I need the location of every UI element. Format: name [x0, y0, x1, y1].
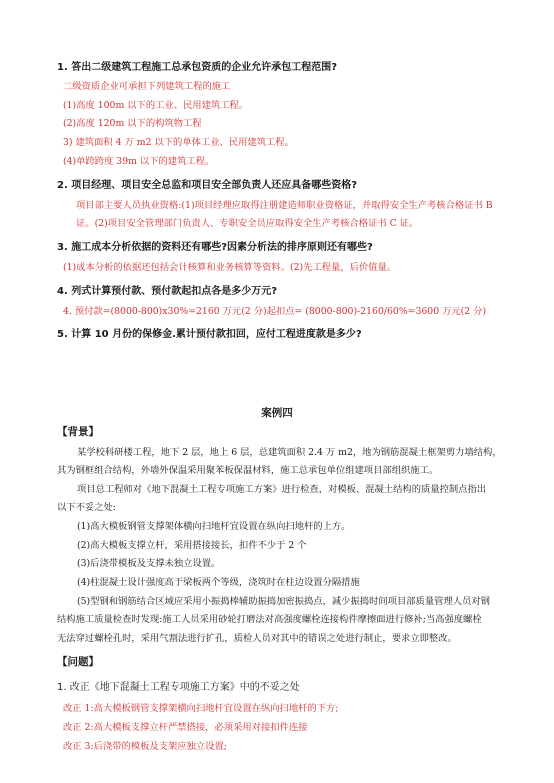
background-item-2: (2)高大模板支撑立杆，采用搭接接长，扣件不少于 2 个: [77, 540, 307, 551]
background-para-1-line-2: 其为钢框组合结构，外墙外保温采用聚苯板保温材料，施工总承包单位组建项目部组织施工。: [57, 465, 439, 476]
background-para-1-line-1: 某学校科研楼工程，地下 2 层，地上 6 层，总建筑面积 2.4 万 m2，地为钢筋混凝土框架剪力墙结构，: [77, 447, 502, 458]
answer-4-line-1: 4. 预付款=(8000-800)x30%=2160 万元(2 分)起扣点= (8000-800)-2160/60%=3600 万元(2 分): [63, 306, 487, 317]
problem-1-answer-2: 改正 2:高大模板支撑立杆严禁搭接，必须采用对接扣件连接: [63, 722, 308, 733]
background-para-3-line-2: 结构施工质量检查时发现:施工人员采用砂轮打磨法对高强度螺栓连接构件摩擦面进行修补;当高强度螺栓: [57, 614, 482, 625]
background-para-2-line-2: 以下不妥之处:: [57, 502, 116, 513]
background-para-3-line-3: 无法穿过螺栓孔时，采用气割法进行扩孔，质检人员对其中的错误之处进行制止，要求立即整改。: [57, 633, 457, 644]
background-item-4: (4)柱混凝土设计强度高于梁板两个等级，浇筑时在柱边设置分隔措施: [77, 577, 360, 588]
answer-1-line-3: (2)高度 120m 以下的构筑物工程: [63, 118, 202, 129]
background-item-3: (3)后浇带模板及支撑未独立设置。: [77, 558, 221, 569]
question-1: 1. 答出二级建筑工程施工总承包资质的企业允许承包工程范围?: [57, 62, 338, 73]
answer-1-line-5: (4)单跨跨度 39m 以下的建筑工程。: [63, 156, 215, 167]
question-4: 4. 列式计算预付款、预付款起扣点各是多少万元?: [57, 286, 278, 297]
case-title: 案例四: [261, 407, 293, 419]
question-5: 5. 计算 10 月份的保修金.累计预付款扣回，应付工程进度款是多少?: [57, 329, 362, 340]
problem-1-question: 1. 改正《地下混凝土工程专项施工方案》中的不妥之处: [57, 682, 300, 693]
answer-2-line-2: 证。(2)项目安全管理部门负责人、专职安全员应取得安全生产考核合格证书 C 证。: [76, 218, 419, 229]
background-para-2-line-1: 项目总工程师对《地下混凝土工程专项施工方案》进行检查，对模板、混凝土结构的质量控制点指出: [77, 484, 487, 495]
problem-1-answer-1: 改正 1:高大模板钢管支撑架横向扫地杆宜设置在纵向扫地杆的下方;: [63, 703, 339, 714]
answer-2-line-1: 项目部主要人员执业资格:(1)项目经理应取得注册建造师职业资格证，并取得安全生产考核合格证书 B: [76, 200, 493, 211]
background-heading: 【背景】: [57, 426, 99, 438]
answer-1-line-2: (1)高度 100m 以下的工业、民用建筑工程。: [63, 100, 249, 111]
question-2: 2. 项目经理、项目安全总监和项目安全部负责人还应具备哪些资格?: [57, 180, 358, 191]
answer-1-line-1: 二级资质企业可承担下列建筑工程的施工: [63, 81, 231, 92]
problem-1-answer-3: 改正 3:后浇带的模板及支架应独立设置;: [63, 741, 227, 752]
question-3: 3. 施工成本分析依据的资料还有哪些?因素分析法的排序原则还有哪些?: [57, 242, 373, 253]
answer-1-line-4: 3) 建筑面积 4 万 m2 以下的单体工业、民用建筑工程。: [63, 137, 294, 148]
background-item-1: (1)高大模板钢管支撑架体横向扫地杆宜设置在纵向扫地杆的上方。: [77, 521, 351, 532]
problems-heading: 【问题】: [57, 656, 99, 668]
background-para-3-line-1: (5)型钢和钢筋结合区域应采用小振捣棒辅助振捣加密振捣点，减少振捣时间项目部质量管理人员对钢: [77, 596, 490, 607]
answer-3-line-1: (1)成本分析的依据还包括会计核算和业务核算等资料。(2)先工程量，后价值量。: [63, 262, 397, 273]
